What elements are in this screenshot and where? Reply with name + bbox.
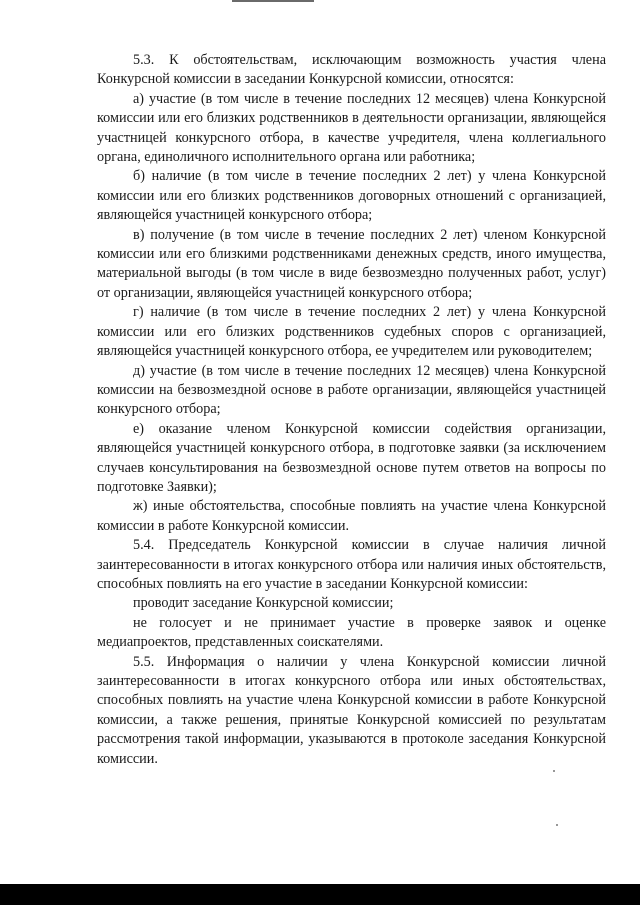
paragraph-5-3: 5.3. К обстоятельствам, исключающим возможность участия члена Конкурсной комиссии в заседании Конкурсной комиссии, относятся: [97,52,606,88]
scan-speck [556,824,558,826]
paragraph-5-5: 5.5. Информация о наличии у члена Конкурсной комиссии личной заинтересованности в итогах конкурсного отбора или иных обстоятельствах, способных повлиять на участие члена Конкурсной комиссии в работе Конкурсной комиссии, а также решения, принятые Конкурсной комиссией по результатам рассмотрения такой информации, указываются в протоколе заседания Конкурсной комиссии. [97,653,606,767]
item-zh: ж) иные обстоятельства, способные повлиять на участие члена Конкурсной комиссии в работе Конкурсной комиссии. [97,498,606,534]
sub-item-does-not-vote: не голосует и не принимает участие в проверке заявок и оценке медиапроектов, представленных соискателями. [97,614,606,651]
bottom-scan-border [0,884,640,905]
item-b: б) наличие (в том числе в течение последних 2 лет) у члена Конкурсной комиссии или его близких родственников договорных отношений с организацией, являющейся участницей конкурсного отбора; [97,168,606,224]
item-v: в) получение (в том числе в течение последних 2 лет) членом Конкурсной комиссии или его близкими родственниками денежных средств, иного имущества, материальной выгоды (в том числе в виде безвозмездно полученных работ, услуг) от организации, являющейся участницей конкурсного отбора; [97,226,606,301]
scan-speck [553,770,555,772]
item-d: д) участие (в том числе в течение последних 12 месяцев) члена Конкурсной комиссии на безвозмездной основе в работе организации, являющейся участницей конкурсного отбора; [97,362,606,418]
paragraph-5-4: 5.4. Председатель Конкурсной комиссии в случае наличия личной заинтересованности в итогах конкурсного отбора или наличия иных обстоятельств, способных повлиять на его участие в заседании Конкурсной комиссии: [97,537,606,592]
item-e: е) оказание членом Конкурсной комиссии содействия организации, являющейся участницей конкурсного отбора, в подготовке заявки (за исключением случаев консультирования на безвозмездной основе путем ответов на вопросы по подготовке Заявки); [97,420,606,495]
document-text-block [97,51,606,769]
top-scan-line [232,0,314,2]
item-g: г) наличие (в том числе в течение последних 2 лет) у члена Конкурсной комиссии или его близких родственников судебных споров с организацией, являющейся участницей конкурсного отбора, ее учредителем или руководителем; [97,304,606,360]
item-a: а) участие (в том числе в течение последних 12 месяцев) члена Конкурсной комиссии или его близких родственников в деятельности организации, являющейся участницей конкурсного отбора, в качестве учредителя, члена коллегиального органа, единоличного исполнительного органа или работника; [97,90,606,166]
sub-item-conducts-meeting: проводит заседание Конкурсной комиссии; [133,595,394,612]
